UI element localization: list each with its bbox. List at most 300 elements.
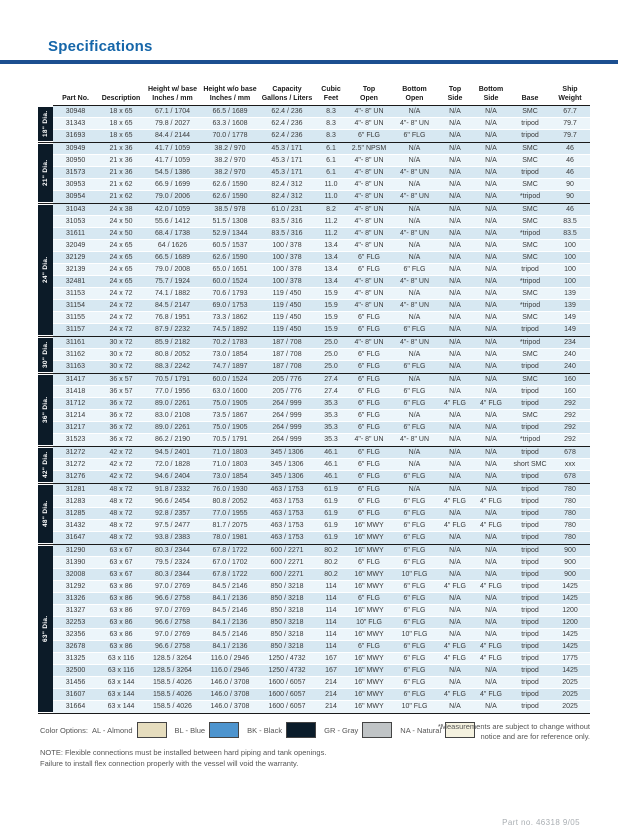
table-cell: 8.3 (326, 132, 336, 139)
table-row (53, 653, 590, 665)
table-cell: 21 x 62 (109, 193, 133, 200)
table-cell: tripod (521, 363, 539, 370)
table-cell: 6" FLG (403, 619, 426, 626)
table-cell: 31417 (65, 376, 86, 383)
table-cell: 6" FLG (403, 424, 426, 431)
table-cell: 63 x 86 (109, 631, 133, 638)
table-cell: 35.3 (324, 424, 338, 431)
table-cell: 6" FLG (403, 266, 426, 273)
column-header-sublabel: Inches / mm (152, 95, 193, 102)
table-cell: N/A (485, 242, 497, 249)
table-cell: tripod (521, 534, 539, 541)
table-cell: 82.4 / 312 (271, 181, 303, 188)
table-row (53, 155, 590, 167)
table-cell: 97.0 / 2769 (154, 583, 191, 590)
table-cell: tripod (521, 486, 539, 493)
table-cell: 54.5 / 1386 (154, 169, 191, 176)
table-cell: 63 x 86 (109, 619, 133, 626)
table-row (53, 665, 590, 677)
table-cell: 94.5 / 2401 (154, 449, 191, 456)
table-cell: 84.5 / 2146 (212, 631, 248, 638)
flex-connection-note (40, 747, 400, 769)
table-cell: 900 (564, 571, 576, 578)
table-row (53, 471, 590, 483)
table-row (53, 410, 590, 422)
table-cell: tripod (521, 266, 539, 273)
column-header-sublabel: Side (447, 95, 463, 102)
table-cell: 2025 (562, 679, 578, 686)
column-header (550, 85, 590, 105)
table-cell: 79.5 / 2324 (154, 559, 191, 566)
diameter-group (38, 484, 590, 545)
table-cell: 71.0 / 1803 (212, 449, 248, 456)
table-cell: N/A (408, 461, 421, 468)
table-row (53, 459, 590, 471)
table-cell: N/A (485, 461, 497, 468)
diameter-group (38, 106, 590, 143)
group-rows (53, 337, 590, 373)
table-cell: 67.7 (563, 108, 577, 115)
table-cell: 100 (564, 242, 576, 249)
table-cell: N/A (485, 424, 497, 431)
table-row (53, 557, 590, 569)
part-number: Part no. 46318 9/05 (502, 818, 580, 827)
table-cell: 119 / 450 (272, 326, 302, 333)
table-cell: 4" FLG (444, 400, 466, 407)
table-cell: 84.1 / 2136 (212, 643, 248, 650)
table-cell: 6" FLG (403, 595, 426, 602)
table-cell: 30954 (65, 193, 86, 200)
table-cell: N/A (449, 108, 461, 115)
table-cell: 4"- 8" UN (354, 169, 384, 176)
table-cell: N/A (408, 290, 421, 297)
group-label: 24" Dia. (38, 205, 53, 335)
table-cell: 79.8 / 2027 (154, 120, 191, 127)
table-row (53, 300, 590, 312)
table-row (53, 167, 590, 179)
table-cell: 146.0 / 3708 (210, 691, 250, 698)
table-cell: 463 / 1753 (270, 498, 304, 505)
column-header-label: Cubic (321, 86, 341, 93)
page-title: Specifications (48, 38, 153, 55)
table-cell: 900 (564, 559, 576, 566)
table-cell: 97.0 / 2769 (154, 631, 191, 638)
table-cell: N/A (485, 559, 497, 566)
table-cell: 4" FLG (444, 522, 466, 529)
table-row (53, 689, 590, 701)
table-row (53, 349, 590, 361)
table-cell: 35.3 (324, 400, 338, 407)
table-cell: 18 x 65 (109, 120, 133, 127)
table-cell: 78.0 / 1981 (212, 534, 248, 541)
table-cell: SMC (522, 314, 538, 321)
table-cell: N/A (449, 242, 461, 249)
table-cell: N/A (485, 326, 497, 333)
table-cell: 4" FLG (444, 643, 466, 650)
table-cell: 31157 (66, 326, 85, 333)
column-header (472, 85, 510, 105)
table-cell: 76.0 / 1930 (212, 486, 248, 493)
table-cell: N/A (485, 181, 497, 188)
table-cell: short SMC (513, 461, 547, 468)
table-cell: 167 (325, 667, 337, 674)
table-row (53, 106, 590, 118)
table-cell: 83.5 (563, 230, 577, 237)
table-cell: 264 / 999 (272, 424, 302, 431)
table-cell: 1600 / 6057 (268, 703, 306, 710)
table-cell: 80.2 (324, 571, 338, 578)
table-cell: 80.2 (324, 547, 338, 554)
table-cell: 62.4 / 236 (271, 108, 303, 115)
table-cell: N/A (449, 266, 461, 273)
table-cell: N/A (485, 278, 497, 285)
table-cell: 149 (564, 314, 576, 321)
table-cell: 780 (564, 510, 576, 517)
table-row (53, 508, 590, 520)
table-cell: 21 x 36 (109, 145, 133, 152)
table-cell: 158.5 / 4026 (153, 679, 192, 686)
table-cell: 4" FLG (480, 643, 502, 650)
table-cell: N/A (485, 339, 497, 346)
table-cell: 31154 (66, 302, 85, 309)
table-cell: 48 x 72 (109, 498, 133, 505)
table-cell: 292 (564, 436, 576, 443)
table-cell: N/A (408, 314, 421, 321)
table-cell: 55.6 / 1412 (154, 218, 191, 225)
table-cell: *tripod (519, 302, 541, 309)
table-cell: 42 x 72 (109, 449, 133, 456)
table-cell: 6" FLG (358, 254, 380, 261)
table-cell: 31155 (66, 314, 85, 321)
table-cell: 48 x 72 (109, 534, 133, 541)
table-row (53, 130, 590, 142)
column-header (510, 94, 550, 105)
table-cell: 6" FLG (403, 643, 426, 650)
table-cell: 292 (564, 412, 576, 419)
table-cell: tripod (521, 631, 539, 638)
table-cell: 97.0 / 2769 (154, 607, 191, 614)
table-cell: 6" FLG (403, 607, 426, 614)
column-header-sublabel: Side (483, 95, 499, 102)
table-cell: 48 x 72 (109, 522, 133, 529)
table-cell: 158.5 / 4026 (153, 703, 192, 710)
table-cell: 1600 / 6057 (268, 679, 306, 686)
table-cell: 4" FLG (480, 522, 502, 529)
table-cell: 6" FLG (358, 643, 380, 650)
table-cell: N/A (408, 376, 421, 383)
table-cell: tripod (521, 583, 539, 590)
table-cell: 31647 (65, 534, 86, 541)
table-cell: 83.5 / 316 (271, 218, 303, 225)
table-cell: 31281 (65, 486, 86, 493)
table-cell: 80.8 / 2052 (154, 351, 191, 358)
table-cell: N/A (449, 254, 461, 261)
almond-swatch (137, 722, 167, 738)
table-cell: 4"- 8" UN (354, 157, 384, 164)
table-cell: SMC (522, 218, 538, 225)
table-cell: 75.0 / 1905 (212, 400, 248, 407)
table-cell: 4" FLG (444, 583, 466, 590)
table-cell: N/A (449, 631, 461, 638)
table-cell: 10" FLG (401, 631, 428, 638)
table-cell: 96.6 / 2758 (154, 595, 191, 602)
table-cell: 100 (564, 254, 576, 261)
table-cell: 6" FLG (403, 534, 426, 541)
column-header-label: Capacity (272, 86, 302, 93)
table-cell: N/A (408, 412, 421, 419)
table-cell: 63 x 86 (109, 607, 133, 614)
table-cell: 63 x 116 (107, 655, 135, 662)
table-cell: 63.3 / 1608 (212, 120, 248, 127)
table-cell: 31053 (65, 218, 86, 225)
table-cell: 31292 (65, 583, 86, 590)
table-cell: 24 x 65 (109, 254, 133, 261)
table-row (53, 288, 590, 300)
table-cell: 214 (325, 679, 337, 686)
blue-swatch (209, 722, 239, 738)
table-cell: 160 (564, 376, 576, 383)
table-cell: 4"- 8" UN (354, 108, 384, 115)
table-cell: 100 / 378 (272, 266, 302, 273)
table-cell: 100 / 378 (272, 242, 302, 249)
table-cell: 46 (566, 145, 574, 152)
table-cell: 31285 (65, 510, 86, 517)
table-cell: 30 x 72 (109, 363, 133, 370)
table-row (53, 520, 590, 532)
table-cell: tripod (521, 691, 539, 698)
column-header-sublabel: Feet (323, 95, 339, 102)
table-cell: 6" FLG (358, 510, 380, 517)
table-cell: N/A (485, 193, 497, 200)
table-cell: tripod (521, 643, 539, 650)
table-cell: 6" FLG (358, 376, 380, 383)
table-cell: 24 x 72 (109, 302, 133, 309)
table-cell: SMC (522, 145, 538, 152)
table-cell: N/A (449, 510, 461, 517)
table-cell: 16" MWY (354, 667, 384, 674)
table-cell: 73.0 / 1854 (212, 473, 248, 480)
table-cell: 16" MWY (354, 703, 384, 710)
table-cell: 139 (564, 290, 576, 297)
table-cell: 6" FLG (358, 132, 380, 139)
group-label: 63" Dia. (38, 546, 53, 712)
column-header-sublabel: Open (405, 95, 424, 102)
table-cell: 234 (564, 339, 576, 346)
table-cell: 2.5" NPSM (351, 145, 387, 152)
column-header-label: Base (521, 95, 539, 102)
table-cell: tripod (521, 388, 539, 395)
column-header-label: Height w/ base (147, 86, 197, 93)
table-cell: 11.2 (324, 230, 338, 237)
table-row (53, 496, 590, 508)
table-cell: 89.0 / 2261 (154, 424, 191, 431)
table-cell: 13.4 (324, 266, 338, 273)
group-rows (53, 106, 590, 142)
table-cell: 46.1 (324, 449, 338, 456)
table-cell: 6" FLG (403, 583, 426, 590)
table-cell: 158.5 / 4026 (153, 691, 192, 698)
table-cell: 30 x 72 (109, 339, 133, 346)
table-cell: 4" FLG (480, 400, 502, 407)
table-cell: 6" FLG (403, 559, 426, 566)
table-cell: 76.8 / 1951 (154, 314, 191, 321)
table-cell: 91.8 / 2332 (154, 486, 191, 493)
table-cell: 32500 (65, 667, 86, 674)
table-cell: tripod (521, 667, 539, 674)
table-row (53, 434, 590, 446)
table-cell: 38.5 / 978 (214, 206, 246, 213)
table-cell: N/A (485, 473, 497, 480)
table-cell: 6" FLG (403, 363, 426, 370)
table-cell: 6" FLG (403, 400, 426, 407)
table-cell: 6" FLG (403, 691, 426, 698)
table-cell: 60.0 / 1524 (212, 376, 248, 383)
table-cell: N/A (449, 290, 461, 297)
table-cell: N/A (449, 339, 461, 346)
table-cell: N/A (449, 351, 461, 358)
diameter-group (38, 545, 590, 714)
table-cell: 24 x 72 (109, 314, 133, 321)
table-cell: 24 x 72 (109, 290, 133, 297)
table-row (53, 447, 590, 459)
table-cell: 4"- 8" UN (399, 169, 430, 176)
table-cell: 31162 (66, 351, 85, 358)
table-cell: 31161 (66, 339, 85, 346)
table-cell: 463 / 1753 (270, 522, 304, 529)
table-cell: N/A (485, 571, 497, 578)
table-cell: 31325 (65, 655, 86, 662)
diameter-group (38, 374, 590, 447)
table-cell: *tripod (519, 436, 541, 443)
table-cell: 42 x 72 (109, 473, 133, 480)
table-cell: 25.0 (324, 339, 338, 346)
table-cell: tripod (521, 595, 539, 602)
table-cell: 780 (564, 534, 576, 541)
gray-swatch (362, 722, 392, 738)
table-cell: 24 x 65 (109, 242, 133, 249)
table-row (53, 581, 590, 593)
table-cell: 6" FLG (358, 461, 380, 468)
table-cell: tripod (521, 132, 539, 139)
table-cell: N/A (449, 120, 461, 127)
table-cell: 94.6 / 2404 (154, 473, 191, 480)
table-cell: 4"- 8" UN (354, 193, 384, 200)
table-cell: 16" MWY (354, 691, 384, 698)
table-cell: 6" FLG (403, 667, 426, 674)
table-cell: 146.0 / 3708 (210, 703, 250, 710)
table-cell: 63 x 144 (107, 703, 135, 710)
table-cell: 780 (564, 486, 576, 493)
table-cell: 24 x 65 (109, 278, 133, 285)
table-cell: 63 x 86 (109, 583, 133, 590)
table-cell: SMC (522, 206, 538, 213)
table-cell: 600 / 2271 (270, 571, 304, 578)
table-cell: tripod (521, 522, 539, 529)
table-cell: 69.0 / 1753 (212, 302, 248, 309)
table-cell: 264 / 999 (272, 400, 302, 407)
table-cell: 4" FLG (480, 655, 502, 662)
table-row (53, 118, 590, 130)
table-cell: 62.6 / 1590 (212, 181, 248, 188)
table-cell: N/A (485, 412, 497, 419)
table-cell: 187 / 708 (272, 351, 302, 358)
table-cell: tripod (521, 571, 539, 578)
table-cell: 4"- 8" UN (354, 120, 384, 127)
group-rows (53, 143, 590, 203)
table-cell: 187 / 708 (272, 363, 302, 370)
legend-prefix: Color Options: (40, 725, 88, 735)
table-cell: 36 x 57 (109, 388, 133, 395)
table-cell: 73.5 / 1867 (212, 412, 248, 419)
table-cell: 77.0 / 1956 (154, 388, 191, 395)
table-cell: 31456 (65, 679, 86, 686)
table-cell: 4"- 8" UN (354, 218, 384, 225)
table-cell: 73.0 / 1854 (212, 351, 248, 358)
table-cell: 6" FLG (358, 449, 380, 456)
table-cell: 30948 (65, 108, 86, 115)
table-cell: 114 (325, 619, 337, 626)
table-cell: 850 / 3218 (270, 607, 304, 614)
table-cell: 850 / 3218 (270, 631, 304, 638)
table-cell: 4" FLG (444, 655, 466, 662)
table-cell: 83.5 (563, 218, 577, 225)
table-cell: 6.1 (326, 169, 336, 176)
table-cell: N/A (485, 120, 497, 127)
table-cell: 90 (566, 193, 574, 200)
table-cell: 46 (566, 169, 574, 176)
spec-table-body (38, 106, 590, 714)
group-label: 42" Dia. (38, 448, 53, 482)
table-cell: 36 x 72 (109, 424, 133, 431)
table-cell: 31153 (66, 290, 85, 297)
table-cell: N/A (485, 436, 497, 443)
table-cell: 67.0 / 1702 (212, 559, 248, 566)
table-cell: SMC (522, 254, 538, 261)
table-cell: 6" FLG (358, 363, 380, 370)
table-cell: 31573 (65, 169, 86, 176)
table-cell: 205 / 776 (272, 376, 302, 383)
table-cell: 6.1 (326, 157, 336, 164)
table-cell: 42.0 / 1059 (154, 206, 191, 213)
table-cell: 15.9 (324, 302, 338, 309)
table-cell: N/A (485, 607, 497, 614)
table-row (53, 191, 590, 203)
table-cell: 214 (325, 691, 337, 698)
table-cell: 63 x 67 (109, 559, 133, 566)
table-cell: N/A (485, 206, 497, 213)
table-cell: 84.5 / 2146 (212, 583, 248, 590)
table-cell: 63 x 67 (109, 571, 133, 578)
table-cell: N/A (485, 631, 497, 638)
table-cell: N/A (449, 667, 461, 674)
table-cell: tripod (521, 498, 539, 505)
table-cell: N/A (449, 619, 461, 626)
table-cell: 38.2 / 970 (214, 157, 246, 164)
table-cell: 32356 (65, 631, 86, 638)
column-header-label: Height w/o base (203, 86, 257, 93)
table-cell: N/A (485, 703, 497, 710)
table-cell: 67.1 / 1704 (154, 108, 191, 115)
legend-item-label: GR - Gray (324, 725, 359, 735)
table-cell: 463 / 1753 (270, 534, 304, 541)
table-cell: 31217 (65, 424, 86, 431)
table-cell: 64 / 1626 (157, 242, 188, 249)
table-cell: 46.1 (324, 473, 338, 480)
table-cell: 6" FLG (403, 547, 426, 554)
table-cell: SMC (522, 376, 538, 383)
column-header-sublabel: Open (360, 95, 378, 102)
column-header-label: Ship (562, 86, 578, 93)
